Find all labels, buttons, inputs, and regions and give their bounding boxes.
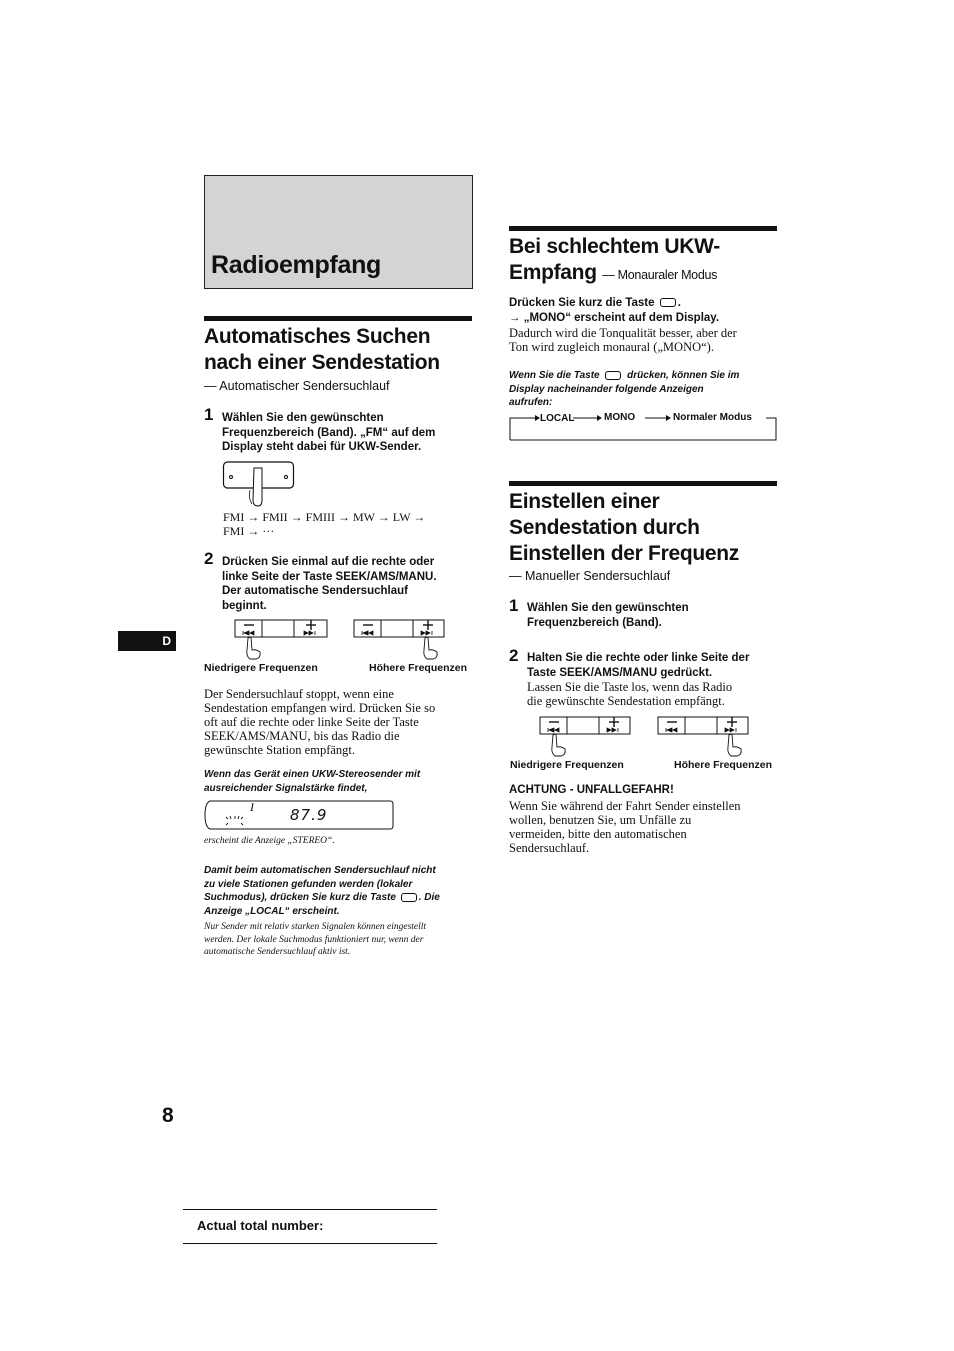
seek-button-lower-illustration bbox=[539, 715, 635, 757]
cycle-local: LOCAL bbox=[540, 413, 575, 424]
section-title: Radioempfang bbox=[211, 251, 382, 279]
heading-poor-reception: Bei schlechtem UKW- Empfang — Monauraler Modus bbox=[509, 235, 720, 284]
local-mode-note: Damit beim automatischen Sendersuchlauf nicht zu viele Stationen gefunden werden (lokaler Suchmodus), drücken Sie kurz die Taste . Die Anzeige „LOCAL“ erscheint. bbox=[204, 865, 440, 917]
page-number: 8 bbox=[162, 1104, 174, 1127]
mode-cycle-diagram bbox=[509, 409, 777, 441]
heading-rule bbox=[204, 316, 472, 321]
step2-text: Drücken Sie einmal auf die rechte oder linke Seite der Taste SEEK/AMS/MANU. Der automatische Sendersuchlauf beginnt. bbox=[222, 556, 437, 612]
step-number: 1 bbox=[204, 405, 214, 424]
mode-button-icon bbox=[605, 371, 621, 380]
footer-label: Actual total number: bbox=[197, 1218, 324, 1233]
stereo-note: Wenn das Gerät einen UKW-Stereosender mit ausreichender Signalstärke findet, bbox=[204, 769, 421, 794]
heading-rule bbox=[509, 481, 777, 486]
cycle-mono: MONO bbox=[604, 412, 636, 423]
mono-body: Dadurch wird die Tonqualität besser, aber der Ton wird zugleich monaural („MONO“). bbox=[509, 326, 737, 354]
step-number: 2 bbox=[509, 646, 519, 665]
warning-title: ACHTUNG - UNFALLGEFAHR! bbox=[509, 784, 674, 796]
mono-note: Wenn Sie die Taste drücken, können Sie im Display nacheinander folgende Anzeigen aufrufen: bbox=[509, 370, 740, 408]
subheading-auto: — Automatischer Sendersuchlauf bbox=[204, 379, 390, 393]
mono-button-icon bbox=[660, 298, 676, 307]
footer-rule-top bbox=[183, 1209, 437, 1210]
section-title-box bbox=[204, 175, 473, 289]
step-number: 2 bbox=[204, 549, 214, 568]
language-tab: D bbox=[118, 631, 176, 651]
caption-lower-frequencies: Niedrigere Frequenzen bbox=[204, 662, 318, 674]
display-illustration bbox=[204, 800, 394, 830]
manual-step1-text: Wählen Sie den gewünschten Frequenzbereich (Band). bbox=[527, 602, 689, 629]
warning-body: Wenn Sie während der Fahrt Sender einstellen wollen, benutzen Sie, um Unfälle zu vermeiden, bitte den automatischen Sendersuchlauf. bbox=[509, 799, 741, 855]
heading-auto-search: Automatisches Suchen nach einer Sendestation bbox=[204, 325, 440, 374]
body-paragraph: Der Sendersuchlauf stoppt, wenn eine Sendestation empfangen wird. Drücken Sie so oft auf die rechte oder linke Seite der Taste SEEK/AMS/MANU, bis das Radio die gewünschte Station empfängt. bbox=[204, 687, 436, 757]
mono-instruction: Drücken Sie kurz die Taste . → „MONO“ erscheint auf dem Display. bbox=[509, 297, 720, 324]
local-mode-footnote: Nur Sender mit relativ starken Signalen können eingestellt werden. Der lokale Suchmodus funktioniert nur, wenn der automatische Sendersuchlauf aktiv ist. bbox=[204, 922, 427, 957]
heading-rule bbox=[509, 226, 777, 231]
manual-step2-body: Lassen Sie die Taste los, wenn das Radio die gewünschte Sendestation empfängt. bbox=[527, 680, 733, 708]
caption-lower-frequencies: Niedrigere Frequenzen bbox=[510, 759, 624, 771]
footer-rule-bottom bbox=[183, 1243, 437, 1244]
seek-button-higher-illustration bbox=[657, 715, 753, 757]
caption-higher-frequencies: Höhere Frequenzen bbox=[674, 759, 773, 771]
cycle-normal: Normaler Modus bbox=[673, 412, 752, 423]
local-button-icon bbox=[401, 893, 417, 902]
band-button-illustration bbox=[222, 460, 298, 510]
seek-button-higher-illustration bbox=[353, 618, 449, 660]
caption-higher-frequencies: Höhere Frequenzen bbox=[369, 662, 468, 674]
stereo-indicator: I bbox=[250, 800, 254, 814]
step-number: 1 bbox=[509, 596, 519, 615]
band-sequence: FMI → FMII → FMIII → MW → LW → FMI → ··· bbox=[223, 510, 426, 538]
display-frequency: 87.9 bbox=[290, 806, 328, 824]
subheading-manual: — Manueller Sendersuchlauf bbox=[509, 569, 671, 583]
stereo-caption: erscheint die Anzeige „STEREO“. bbox=[204, 836, 335, 846]
step1-text: Wählen Sie den gewünschten Frequenzbereich (Band). „FM“ auf dem Display steht dabei für UKW-Sender. bbox=[222, 412, 436, 453]
manual-step2-text: Halten Sie die rechte oder linke Seite der Taste SEEK/AMS/MANU gedrückt. bbox=[527, 652, 750, 679]
heading-manual-tuning: Einstellen einer Sendestation durch Einstellen der Frequenz bbox=[509, 490, 739, 565]
seek-button-lower-illustration bbox=[234, 618, 330, 660]
